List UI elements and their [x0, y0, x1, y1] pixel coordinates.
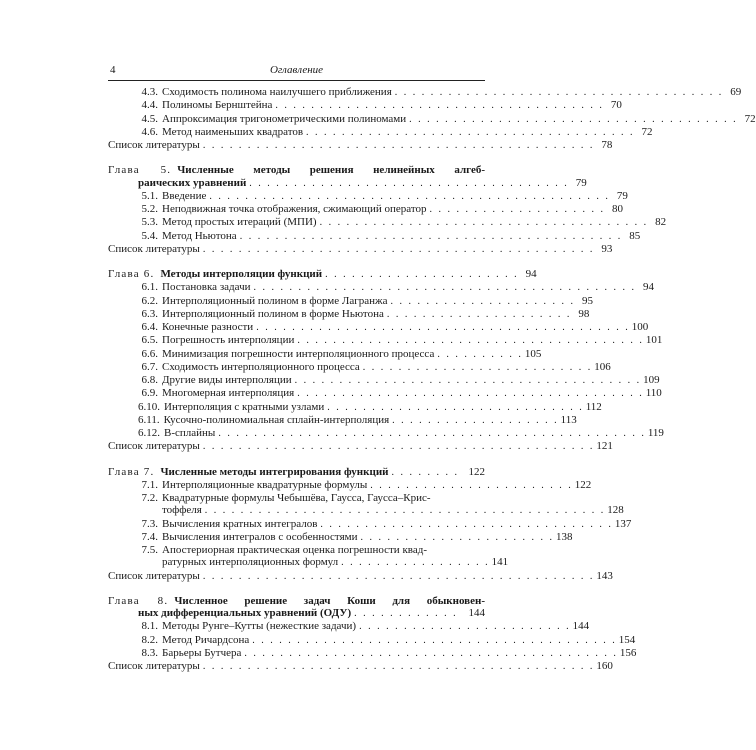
leader-dots: . . . . . . . . . . . . . . . . . . . . . . . . . . . . . . . . . . . . . . . . . . . . .	[209, 190, 610, 202]
page-ref: 93	[601, 242, 613, 255]
leader-dots: . . . . . . . . . . . . . . . . . . . . . . . . . .	[362, 361, 593, 373]
chapter-heading-continuation[interactable]: раических уравнений . . . . . . . . . . . . . . . . . . . . . . . . . . . . . . . . . . . . 79	[138, 176, 587, 189]
page-ref: 94	[525, 268, 537, 280]
toc-entry[interactable]: 6.5. Погрешность интерполяции . . . . . . . . . . . . . . . . . . . . . . . . . . . . . . . . . . . . . . . 101	[141, 334, 663, 347]
leader-dots: . . . . . . . . . . . . . . . . . . .	[392, 414, 559, 426]
leader-dots: . . . . . . . . . . . . . . . . . . . . . . . . . . . . . . . . . . . . . . .	[294, 375, 642, 386]
toc-entry[interactable]: 5.1. Введение . . . . . . . . . . . . . . . . . . . . . . . . . . . . . . . . . . . . . . . . . . . . . 79	[141, 189, 628, 202]
toc-entry[interactable]: 5.4. Метод Ньютона . . . . . . . . . . . . . . . . . . . . . . . . . . . . . . . . . . . . . . . . . . . 85	[141, 229, 641, 242]
page-ref: 85	[629, 229, 641, 242]
toc-entry[interactable]: 6.10. Интерполяция с кратными узлами . . . . . . . . . . . . . . . . . . . . . . . . . . . . . 112	[138, 400, 602, 413]
toc-bibliography[interactable]: Список литературы . . . . . . . . . . . . . . . . . . . . . . . . . . . . . . . . . . . . . . . . . . . . 121	[108, 440, 613, 453]
page-ref: 100	[631, 321, 649, 333]
toc-entry[interactable]: 6.12. B-сплайны . . . . . . . . . . . . . . . . . . . . . . . . . . . . . . . . . . . . . . . . . . . . . . . . 119	[138, 427, 664, 439]
toc-entry[interactable]: 5.3. Метод простых итераций (МПИ) . . . . . . . . . . . . . . . . . . . . . . . . . . . . . . . . . . . . . 82	[141, 216, 667, 229]
page-ref: 144	[468, 607, 485, 619]
toc-entry[interactable]: 6.6. Минимизация погрешности интерполяционного процесса . . . . . . . . . . 105	[141, 347, 542, 360]
leader-dots: . . . . . . . . . . . . . . . . . . . . . . . . . . . . . . . . . . . . . . . . . . .	[253, 282, 636, 294]
leader-dots: . . . . . . . . . . . . . . . . . . . . . . . . . . . . .	[327, 401, 584, 413]
toc-block-chapter-8	[108, 595, 485, 621]
toc-entry[interactable]: 7.1. Интерполяционные квадратурные формулы . . . . . . . . . . . . . . . . . . . . . . . 122	[141, 478, 592, 491]
page-ref: 101	[645, 334, 663, 347]
toc-bibliography[interactable]: Список литературы . . . . . . . . . . . . . . . . . . . . . . . . . . . . . . . . . . . . . . . . . . . . 160	[108, 660, 613, 672]
toc-bibliography[interactable]: Список литературы . . . . . . . . . . . . . . . . . . . . . . . . . . . . . . . . . . . . . . . . . . . . 143	[108, 569, 613, 582]
leader-dots: . . . . . . . . . . . . . . . . . . . . . . . . . . . . . . . . . . . . . . .	[297, 335, 644, 347]
page-ref: 144	[572, 620, 590, 633]
page-ref: 80	[612, 203, 624, 215]
page-ref: 78	[601, 139, 613, 151]
toc-entry[interactable]: 4.3. Сходимость полинома наилучшего приближения . . . . . . . . . . . . . . . . . . . . . . . . . . . . . . . . . . . . . 69	[141, 86, 742, 98]
leader-dots: . . . . . . . . . . . . . . . . . . . . . . . . . . . . . . . . . . . . . . . . . .	[244, 647, 618, 659]
toc-entry[interactable]: 4.5. Аппроксимация тригонометрическими полиномами . . . . . . . . . . . . . . . . . . . . . . . . . . . . . . . . . . . . . 72	[141, 112, 756, 125]
leader-dots: . . . . . . . . . . . . . . . . . . . . . . . .	[359, 621, 571, 633]
page-ref: 122	[574, 478, 592, 491]
page-ref: 141	[491, 556, 509, 569]
leader-dots: . . . . . . . . . .	[437, 348, 523, 360]
toc-entry-multiline[interactable]: 7.2. Квадратурные формулы Чебышёва, Гаусса, Гаусса–Крис- тоффеля . . . . . . . . . . . . . . . . . . . . . . . . . . . . . . . . . . . . . . . . . . . . . 128	[141, 492, 624, 517]
leader-dots: . . . . . . . . . . . . . . . . . . . . . . . . . . . . . . . . . . . . .	[394, 87, 724, 98]
page-ref: 79	[575, 176, 587, 189]
toc-entry[interactable]: 6.1. Постановка задачи . . . . . . . . . . . . . . . . . . . . . . . . . . . . . . . . . . . . . . . . . . . 94	[141, 281, 654, 294]
toc-entry[interactable]: 8.3. Барьеры Бутчера . . . . . . . . . . . . . . . . . . . . . . . . . . . . . . . . . . . . . . . . . . 156	[141, 646, 637, 659]
toc-entry[interactable]: 7.3. Вычисления кратных интегралов . . . . . . . . . . . . . . . . . . . . . . . . . . . . . . . . . 137	[141, 517, 632, 530]
page-ref: 94	[643, 281, 654, 294]
leader-dots: . . . . . . . . . . . . . . . . . . . . . .	[360, 531, 554, 543]
page-ref: 72	[744, 112, 756, 125]
leader-dots: . . . . . . . . . . . . . . . . . . . . . . . . . . . . . . . . . . . . . . . . . .	[256, 322, 630, 333]
page-ref: 121	[596, 440, 613, 453]
page-number: 4	[110, 64, 116, 76]
page-ref: 156	[619, 646, 637, 659]
toc-entry[interactable]: 6.9. Многомерная интерполяция . . . . . . . . . . . . . . . . . . . . . . . . . . . . . . . . . . . . . . . 110	[141, 387, 662, 400]
page-ref: 128	[607, 504, 624, 517]
leader-dots: . . . . . . . . . . . . . . . . . . . . .	[386, 308, 572, 320]
page-ref: 154	[618, 633, 636, 646]
leader-dots: . . . . . . . . . . . . . . . . . . . . .	[390, 295, 575, 307]
toc-block-chapter-6	[108, 268, 537, 281]
page-ref: 113	[560, 413, 577, 426]
page-ref: 110	[645, 387, 662, 400]
page-ref: 122	[468, 465, 485, 478]
toc-entry[interactable]: 6.11. Кусочно-полиномиальная сплайн-интерполяция . . . . . . . . . . . . . . . . . . . 113	[138, 413, 577, 426]
leader-dots: . . . . . . . . . . . . . . . . . . . . . . . . . . . . . . . . . . . . . . .	[297, 388, 644, 400]
toc-entry[interactable]: 6.8. Другие виды интерполяции . . . . . . . . . . . . . . . . . . . . . . . . . . . . . . . . . . . . . . . 109	[141, 374, 660, 386]
chapter-heading[interactable]: Глава 6. Методы интерполяции функций . . . . . . . . . . . . . . . . . . . . . . 94	[108, 268, 537, 280]
leader-dots: . . . . . . . . . . . . . . . . . . . . . . . . . . . . . . . . . . . . . . . . . . . .	[202, 140, 595, 151]
running-header	[108, 64, 485, 81]
toc-entry[interactable]: 6.4. Конечные разности . . . . . . . . . . . . . . . . . . . . . . . . . . . . . . . . . . . . . . . . . . 100	[141, 321, 649, 333]
page-ref: 138	[556, 530, 573, 543]
page-ref: 98	[578, 307, 590, 320]
leader-dots: . . . . . . . . . . . . . . . . . . . . . . . . . . . . . . . . . . . .	[249, 177, 569, 189]
chapter-heading[interactable]: Глава 7. Численные методы интегрирования функций . . . . . . . . 122	[108, 465, 485, 478]
leader-dots: . . . . . . . . . . . . . . . . . . . . . . . . . . . . . . . . . . . . . . . . . . . .	[202, 661, 595, 672]
leader-dots: . . . . . . . . . . . . . . . . . . . . . . . . . . . . . . . . . . . . .	[275, 100, 604, 112]
page-ref: 143	[596, 569, 613, 582]
toc-entry[interactable]: 6.3. Интерполяционный полином в форме Ньютона . . . . . . . . . . . . . . . . . . . . . 98	[141, 307, 590, 320]
leader-dots: . . . . . . . . . . . . . . . . . . . . . . . . . . . . . . . . . . . . . . . . . . . .	[202, 441, 595, 453]
leader-dots: . . . . . . . .	[391, 466, 459, 478]
page-ref: 82	[655, 216, 667, 229]
page-ref: 106	[594, 360, 611, 373]
chapter-heading[interactable]: Глава 5. Численные методы решения нелинейных алгеб-	[108, 164, 486, 177]
toc-bibliography[interactable]: Список литературы . . . . . . . . . . . . . . . . . . . . . . . . . . . . . . . . . . . . . . . . . . . . 93	[108, 242, 613, 255]
leader-dots: . . . . . . . . . . . . . . . . . . . . . . . . . . . . . . . . . . . . .	[409, 113, 738, 125]
toc-entry[interactable]: 8.2. Метод Ричардсона . . . . . . . . . . . . . . . . . . . . . . . . . . . . . . . . . . . . . . . . . 154	[141, 633, 636, 646]
leader-dots: . . . . . . . . . . . . . . . . . . . . . . . . . . . . . . . . . . . . .	[306, 126, 635, 138]
leader-dots: . . . . . . . . . . . . . . . . . . . .	[429, 204, 606, 215]
leader-dots: . . . . . . . . . . . . . . . . . . . . . . . . . . . . . . . . . . . . . . . . . . .	[239, 230, 623, 242]
leader-dots: . . . . . . . . . . . . . . . . . . . . . . . . . . . . . . . . . . . . . . . . . . . . .	[204, 505, 606, 517]
leader-dots: . . . . . . . . . . . . . . . . . . . . . . . . . . . . . . . . .	[320, 518, 613, 530]
leader-dots: . . . . . . . . . . . . . . . . . . . . . . . . . . . . . . . . . . . . .	[319, 217, 649, 229]
leader-dots: . . . . . . . . . . . . . . . . . . . . . .	[325, 269, 519, 280]
leader-dots: . . . . . . . . . . . . . . . . .	[341, 557, 490, 569]
page-ref: 72	[641, 125, 653, 138]
running-title: Оглавление	[269, 64, 324, 76]
chapter-heading-continuation[interactable]: ных дифференциальных уравнений (ОДУ) . . . . . . . . . . . . 144	[138, 607, 485, 619]
page-ref: 95	[582, 294, 593, 307]
page-ref: 112	[585, 400, 602, 413]
page-ref: 70	[610, 99, 622, 112]
page-ref: 160	[596, 660, 613, 672]
leader-dots: . . . . . . . . . . . .	[354, 608, 458, 619]
page-ref: 105	[524, 347, 542, 360]
page-ref: 119	[647, 427, 664, 439]
leader-dots: . . . . . . . . . . . . . . . . . . . . . . . . . . . . . . . . . . . . . . . . . . . .	[202, 570, 595, 582]
toc-block-chapter-5	[108, 164, 587, 190]
toc-entry[interactable]: 4.4. Полиномы Бернштейна . . . . . . . . . . . . . . . . . . . . . . . . . . . . . . . . . . . . . 70	[141, 99, 622, 112]
toc-entry[interactable]: 6.7. Сходимость интерполяционного процесса . . . . . . . . . . . . . . . . . . . . . . . . . . 106	[141, 360, 611, 373]
toc-entry[interactable]: 4.6. Метод наименьших квадратов . . . . . . . . . . . . . . . . . . . . . . . . . . . . . . . . . . . . . 72	[141, 125, 653, 138]
chapter-heading[interactable]: Глава 8. Численное решение задач Коши для обыкновен-	[108, 594, 486, 607]
leader-dots: . . . . . . . . . . . . . . . . . . . . . . . . . . . . . . . . . . . . . . . . . . . .	[202, 243, 595, 255]
leader-dots: . . . . . . . . . . . . . . . . . . . . . . .	[370, 479, 573, 491]
toc-entry[interactable]: 6.2. Интерполяционный полином в форме Лагранжа . . . . . . . . . . . . . . . . . . . . . 95	[141, 294, 593, 307]
toc-block-chapter-4	[108, 86, 756, 152]
table-of-contents	[108, 86, 756, 673]
toc-block-chapter-7	[108, 466, 485, 479]
toc-entry[interactable]: 5.2. Неподвижная точка отображения, сжимающий оператор . . . . . . . . . . . . . . . . . . . . 80	[141, 203, 624, 215]
leader-dots: . . . . . . . . . . . . . . . . . . . . . . . . . . . . . . . . . . . . . . . . . . . . . . . .	[218, 428, 646, 439]
page-ref: 137	[614, 517, 632, 530]
page-ref: 109	[643, 374, 660, 386]
toc-entry[interactable]: 7.4. Вычисления интегралов с особенностями . . . . . . . . . . . . . . . . . . . . . . 138	[141, 530, 573, 543]
page-ref: 69	[730, 86, 742, 98]
toc-bibliography[interactable]: Список литературы . . . . . . . . . . . . . . . . . . . . . . . . . . . . . . . . . . . . . . . . . . . . 78	[108, 139, 613, 151]
toc-entry-multiline[interactable]: 7.5. Апостериорная практическая оценка погрешности квад- ратурных интерполяционных формул . . . . . . . . . . . . . . . . . 141	[141, 544, 509, 569]
leader-dots: . . . . . . . . . . . . . . . . . . . . . . . . . . . . . . . . . . . . . . . . .	[252, 634, 617, 646]
page-ref: 79	[616, 189, 628, 202]
toc-entry[interactable]: 8.1. Методы Рунге–Кутты (нежесткие задачи) . . . . . . . . . . . . . . . . . . . . . . . . 144	[141, 620, 590, 633]
